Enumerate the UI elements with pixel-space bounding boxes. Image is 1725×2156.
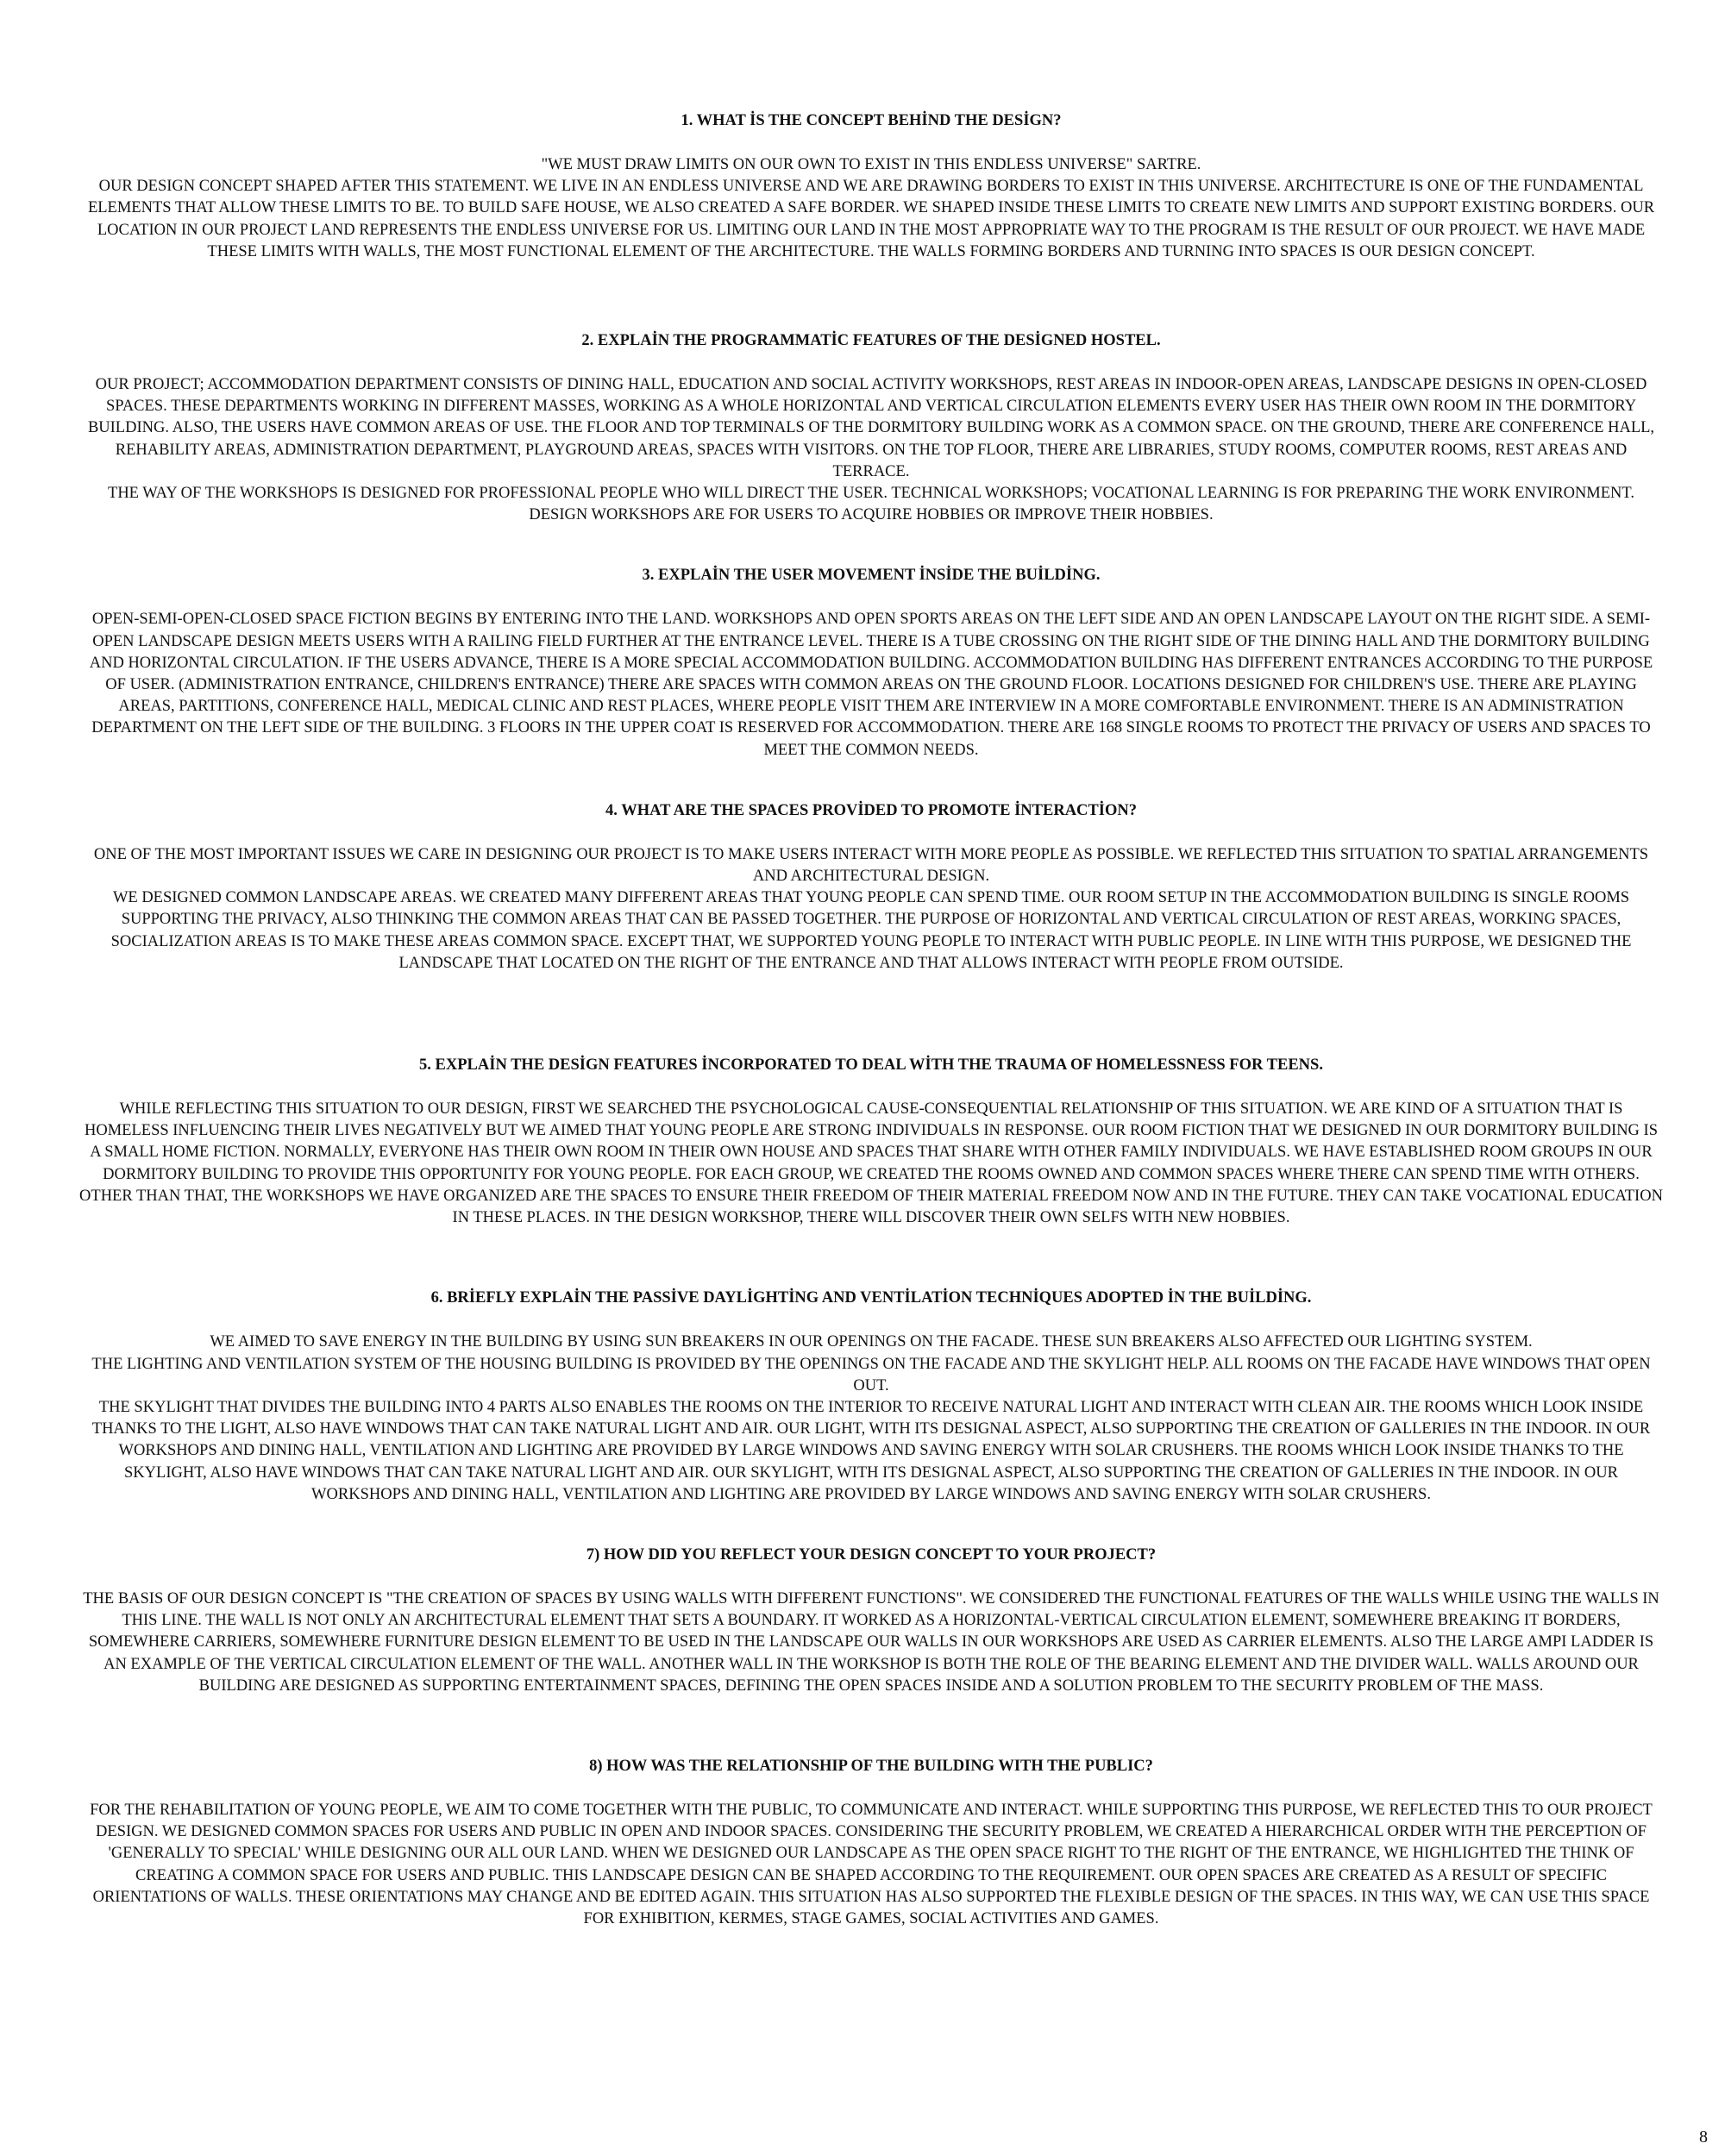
section-paragraph: ONE OF THE MOST IMPORTANT ISSUES WE CARE IN DESIGNING OUR PROJECT IS TO MAKE USERS INTERACT WITH MORE PEOPLE AS POSSIBLE. WE REFLECTED THIS SITUATION TO SPATIAL ARRANGEMENTS AND ARCHITECTURAL DESIGN. xyxy=(93,845,1649,886)
document-page xyxy=(78,110,1665,1930)
section-user-movement xyxy=(78,565,1665,761)
section-title: 5. EXPLAİN THE DESİGN FEATURES İNCORPORATED TO DEAL WİTH THE TRAUMA OF HOMELESSNESS FOR TEENS. xyxy=(419,1056,1323,1075)
section-title: 8) HOW WAS THE RELATIONSHIP OF THE BUILDING WITH THE PUBLIC? xyxy=(589,1757,1153,1775)
section-concept xyxy=(78,110,1665,263)
section-interaction-spaces xyxy=(78,800,1665,975)
section-paragraph: "WE MUST DRAW LIMITS ON OUR OWN TO EXIST IN THIS ENDLESS UNIVERSE" SARTRE. xyxy=(541,156,1201,173)
section-title: 4. WHAT ARE THE SPACES PROVİDED TO PROMOTE İNTERACTİON? xyxy=(605,801,1137,819)
section-title: 3. EXPLAİN THE USER MOVEMENT İNSİDE THE BUİLDİNG. xyxy=(642,567,1101,585)
section-paragraph: THE WAY OF THE WORKSHOPS IS DESIGNED FOR PROFESSIONAL PEOPLE WHO WILL DIRECT THE USER. TECHNICAL WORKSHOPS; VOCATIONAL LEARNING IS FOR PREPARING THE WORK ENVIRONMENT. DESIGN WORKSHOPS ARE FOR USERS TO ACQUIRE HOBBIES OR IMPROVE THEIR HOBBIES. xyxy=(108,485,1634,524)
section-paragraph: WHILE REFLECTING THIS SITUATION TO OUR DESIGN, FIRST WE SEARCHED THE PSYCHOLOGICAL CAUSE-CONSEQUENTIAL RELATIONSHIP OF THIS SITUATION. WE ARE KIND OF A SITUATION THAT IS HOMELESS INFLUENCING THEIR LIVES NEGATIVELY BUT WE AIMED THAT YOUNG PEOPLE ARE STRONG INDIVIDUALS IN RESPONSE. OUR ROOM FICTION THAT WE DESIGNED IN OUR DORMITORY BUILDING IS A SMALL HOME FICTION. NORMALLY, EVERYONE HAS THEIR OWN ROOM IN THEIR OWN HOUSE AND SPACES THAT SHARE WITH OTHER FAMILY INDIVIDUALS. WE HAVE ESTABLISHED ROOM GROUPS IN OUR DORMITORY BUILDING TO PROVIDE THIS OPPORTUNITY FOR YOUNG PEOPLE. FOR EACH GROUP, WE CREATED THE ROOMS OWNED AND COMMON SPACES WHERE THERE CAN SPEND TIME WITH OTHERS. OTHER THAN THAT, THE WORKSHOPS WE HAVE ORGANIZED ARE THE SPACES TO ENSURE THEIR FREEDOM OF THEIR MATERIAL FREEDOM NOW AND IN THE FUTURE. THEY CAN TAKE VOCATIONAL EDUCATION IN THESE PLACES. IN THE DESIGN WORKSHOP, THERE WILL DISCOVER THEIR OWN SELFS WITH NEW HOBBIES. xyxy=(79,1100,1663,1227)
section-paragraph: WE DESIGNED COMMON LANDSCAPE AREAS. WE CREATED MANY DIFFERENT AREAS THAT YOUNG PEOPLE CAN SPEND TIME. OUR ROOM SETUP IN THE ACCOMMODATION BUILDING IS SINGLE ROOMS SUPPORTING THE PRIVACY, ALSO THINKING THE COMMON AREAS THAT CAN BE PASSED TOGETHER. THE PURPOSE OF HORIZONTAL AND VERTICAL CIRCULATION OF REST AREAS, WORKING SPACES, SOCIALIZATION AREAS IS TO MAKE THESE AREAS COMMON SPACE. EXCEPT THAT, WE SUPPORTED YOUNG PEOPLE TO INTERACT WITH PUBLIC PEOPLE. IN LINE WITH THIS PURPOSE, WE DESIGNED THE LANDSCAPE THAT LOCATED ON THE RIGHT OF THE ENTRANCE AND THAT ALLOWS INTERACT WITH PEOPLE FROM OUTSIDE. xyxy=(110,889,1632,972)
section-homelessness-trauma xyxy=(78,1055,1665,1229)
section-paragraph: WE AIMED TO SAVE ENERGY IN THE BUILDING BY USING SUN BREAKERS IN OUR OPENINGS ON THE FACADE. THESE SUN BREAKERS ALSO AFFECTED OUR LIGHTING SYSTEM. xyxy=(210,1333,1533,1351)
section-paragraph: OUR DESIGN CONCEPT SHAPED AFTER THIS STATEMENT. WE LIVE IN AN ENDLESS UNIVERSE AND WE ARE DRAWING BORDERS TO EXIST IN THIS UNIVERSE. ARCHITECTURE IS ONE OF THE FUNDAMENTAL ELEMENTS THAT ALLOW THESE LIMITS TO BE. TO BUILD SAFE HOUSE, WE ALSO CREATED A SAFE BORDER. WE SHAPED INSIDE THESE LIMITS TO CREATE NEW LIMITS AND SUPPORT EXISTING BORDERS. OUR LOCATION IN OUR PROJECT LAND REPRESENTS THE ENDLESS UNIVERSE FOR US. LIMITING OUR LAND IN THE MOST APPROPRIATE WAY TO THE PROGRAM IS THE RESULT OF OUR PROJECT. WE HAVE MADE THESE LIMITS WITH WALLS, THE MOST FUNCTIONAL ELEMENT OF THE ARCHITECTURE. THE WALLS FORMING BORDERS AND TURNING INTO SPACES IS OUR DESIGN CONCEPT. xyxy=(87,178,1655,260)
section-daylighting-ventilation xyxy=(78,1288,1665,1506)
section-public-relationship xyxy=(78,1756,1665,1930)
section-title: 7) HOW DID YOU REFLECT YOUR DESIGN CONCEPT TO YOUR PROJECT? xyxy=(586,1545,1157,1564)
section-paragraph: THE BASIS OF OUR DESIGN CONCEPT IS "THE CREATION OF SPACES BY USING WALLS WITH DIFFERENT FUNCTIONS". WE CONSIDERED THE FUNCTIONAL FEATURES OF THE WALLS WHILE USING THE WALLS IN THIS LINE. THE WALL IS NOT ONLY AN ARCHITECTURAL ELEMENT THAT SETS A BOUNDARY. IT WORKED AS A HORIZONTAL-VERTICAL CIRCULATION ELEMENT, SOMEWHERE BREAKING IT BORDERS, SOMEWHERE CARRIERS, SOMEWHERE FURNITURE DESIGN ELEMENT TO BE USED IN THE LANDSCAPE OUR WALLS IN OUR WORKSHOPS ARE USED AS CARRIER ELEMENTS. ALSO THE LARGE AMPI LADDER IS AN EXAMPLE OF THE VERTICAL CIRCULATION ELEMENT OF THE WALL. ANOTHER WALL IN THE WORKSHOP IS BOTH THE ROLE OF THE BEARING ELEMENT AND THE DIVIDER WALL. WALLS AROUND OUR BUILDING ARE DESIGNED AS SUPPORTING ENTERTAINMENT SPACES, DEFINING THE OPEN SPACES INSIDE AND A SOLUTION PROBLEM TO THE SECURITY PROBLEM OF THE MASS. xyxy=(83,1589,1659,1695)
section-paragraph: OPEN-SEMI-OPEN-CLOSED SPACE FICTION BEGINS BY ENTERING INTO THE LAND. WORKSHOPS AND OPEN SPORTS AREAS ON THE LEFT SIDE AND AN OPEN LANDSCAPE LAYOUT ON THE RIGHT SIDE. A SEMI-OPEN LANDSCAPE DESIGN MEETS USERS WITH A RAILING FIELD FURTHER AT THE ENTRANCE LEVEL. THERE IS A TUBE CROSSING ON THE RIGHT SIDE OF THE DINING HALL AND THE DORMITORY BUILDING AND HORIZONTAL CIRCULATION. IF THE USERS ADVANCE, THERE IS A MORE SPECIAL ACCOMMODATION BUILDING. ACCOMMODATION BUILDING HAS DIFFERENT ENTRANCES ACCORDING TO THE PURPOSE OF USER. (ADMINISTRATION ENTRANCE, CHILDREN'S ENTRANCE) THERE ARE SPACES WITH COMMON AREAS ON THE GROUND FLOOR. LOCATIONS DESIGNED FOR CHILDREN'S USE. THERE ARE PLAYING AREAS, PARTITIONS, CONFERENCE HALL, MEDICAL CLINIC AND REST PLACES, WHERE PEOPLE VISIT THEM ARE INTERVIEW IN A MORE COMFORTABLE ENVIRONMENT. THERE IS AN ADMINISTRATION DEPARTMENT ON THE LEFT SIDE OF THE BUILDING. 3 FLOORS IN THE UPPER COAT IS RESERVED FOR ACCOMMODATION. THERE ARE 168 SINGLE ROOMS TO PROTECT THE PRIVACY OF USERS AND SPACES TO MEET THE COMMON NEEDS. xyxy=(89,611,1653,759)
page-number: 8 xyxy=(1699,2128,1708,2147)
section-title: 1. WHAT İS THE CONCEPT BEHİND THE DESİGN? xyxy=(681,112,1062,129)
section-title: 2. EXPLAİN THE PROGRAMMATİC FEATURES OF THE DESİGNED HOSTEL. xyxy=(581,332,1161,350)
section-programmatic-features xyxy=(78,330,1665,526)
section-paragraph: THE LIGHTING AND VENTILATION SYSTEM OF THE HOUSING BUILDING IS PROVIDED BY THE OPENINGS ON THE FACADE AND THE SKYLIGHT HELP. ALL ROOMS ON THE FACADE HAVE WINDOWS THAT OPEN OUT. xyxy=(91,1355,1651,1395)
section-paragraph: FOR THE REHABILITATION OF YOUNG PEOPLE, WE AIM TO COME TOGETHER WITH THE PUBLIC, TO COMMUNICATE AND INTERACT. WHILE SUPPORTING THIS PURPOSE, WE REFLECTED THIS TO OUR PROJECT DESIGN. WE DESIGNED COMMON SPACES FOR USERS AND PUBLIC IN OPEN AND INDOOR SPACES. CONSIDERING THE SECURITY PROBLEM, WE CREATED A HIERARCHICAL ORDER WITH THE PERCEPTION OF 'GENERALLY TO SPECIAL' WHILE DESIGNING OUR ALL OUR LAND. WHEN WE DESIGNED OUR LANDSCAPE AS THE OPEN SPACE RIGHT TO THE RIGHT OF THE ENTRANCE, WE HIGHLIGHTED THE THINK OF CREATING A COMMON SPACE FOR USERS AND PUBLIC. THIS LANDSCAPE DESIGN CAN BE SHAPED ACCORDING TO THE REQUIREMENT. OUR OPEN SPACES ARE CREATED AS A RESULT OF SPECIFIC ORIENTATIONS OF WALLS. THESE ORIENTATIONS MAY CHANGE AND BE EDITED AGAIN. THIS SITUATION HAS ALSO SUPPORTED THE FLEXIBLE DESIGN OF THE SPACES. IN THIS WAY, WE CAN USE THIS SPACE FOR EXHIBITION, KERMES, STAGE GAMES, SOCIAL ACTIVITIES AND GAMES. xyxy=(90,1801,1653,1927)
section-concept-reflection xyxy=(78,1545,1665,1697)
section-paragraph: OUR PROJECT; ACCOMMODATION DEPARTMENT CONSISTS OF DINING HALL, EDUCATION AND SOCIAL ACTIVITY WORKSHOPS, REST AREAS IN INDOOR-OPEN AREAS, LANDSCAPE DESIGNS IN OPEN-CLOSED SPACES. THESE DEPARTMENTS WORKING IN DIFFERENT MASSES, WORKING AS A WHOLE HORIZONTAL AND VERTICAL CIRCULATION ELEMENTS EVERY USER HAS THEIR OWN ROOM IN THE DORMITORY BUILDING. ALSO, THE USERS HAVE COMMON AREAS OF USE. THE FLOOR AND TOP TERMINALS OF THE DORMITORY BUILDING WORK AS A COMMON SPACE. ON THE GROUND, THERE ARE CONFERENCE HALL, REHABILITY AREAS, ADMINISTRATION DEPARTMENT, PLAYGROUND AREAS, SPACES WITH VISITORS. ON THE TOP FLOOR, THERE ARE LIBRARIES, STUDY ROOMS, COMPUTER ROOMS, REST AREAS AND TERRACE. xyxy=(87,376,1655,480)
section-paragraph: THE SKYLIGHT THAT DIVIDES THE BUILDING INTO 4 PARTS ALSO ENABLES THE ROOMS ON THE INTERIOR TO RECEIVE NATURAL LIGHT AND INTERACT WITH CLEAN AIR. THE ROOMS WHICH LOOK INSIDE THANKS TO THE LIGHT, ALSO HAVE WINDOWS THAT CAN TAKE NATURAL LIGHT AND AIR. OUR LIGHT, WITH ITS DESIGNAL ASPECT, ALSO SUPPORTING THE CREATION OF GALLERIES IN THE INDOOR. IN OUR WORKSHOPS AND DINING HALL, VENTILATION AND LIGHTING ARE PROVIDED BY LARGE WINDOWS AND SAVING ENERGY WITH SOLAR CRUSHERS. THE ROOMS WHICH LOOK INSIDE THANKS TO THE SKYLIGHT, ALSO HAVE WINDOWS THAT CAN TAKE NATURAL LIGHT AND AIR. OUR SKYLIGHT, WITH ITS DESIGNAL ASPECT, ALSO SUPPORTING THE CREATION OF GALLERIES IN THE INDOOR. IN OUR WORKSHOPS AND DINING HALL, VENTILATION AND LIGHTING ARE PROVIDED BY LARGE WINDOWS AND SAVING ENERGY WITH SOLAR CRUSHERS. xyxy=(91,1398,1651,1503)
section-title: 6. BRİEFLY EXPLAİN THE PASSİVE DAYLİGHTİNG AND VENTİLATİON TECHNİQUES ADOPTED İN THE BUİLDİNG. xyxy=(430,1289,1312,1307)
